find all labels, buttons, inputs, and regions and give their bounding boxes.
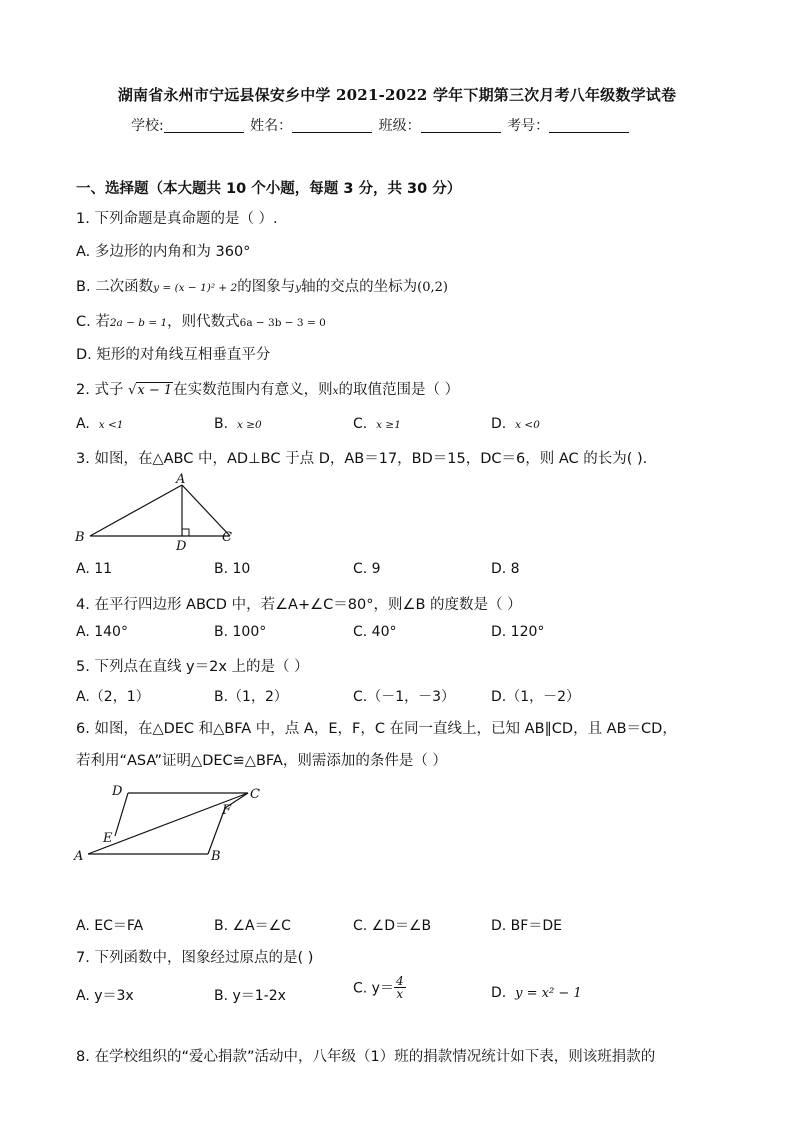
q6-label-a: A — [74, 849, 84, 864]
q1-c-prefix: C. 若 — [76, 314, 110, 330]
q6-label-d: D — [112, 784, 123, 799]
student-info-line — [131, 115, 631, 135]
q2-stem — [76, 378, 459, 399]
q7-c-fraction — [394, 975, 406, 1000]
q3-triangle-figure — [70, 470, 250, 550]
q6-label-c: C — [250, 787, 260, 802]
q2-d-label: D. — [491, 416, 507, 432]
q7-c-denominator: x — [396, 987, 404, 1001]
q1-option-b — [76, 275, 448, 296]
q2-prefix: 2. 式子 — [76, 382, 124, 398]
q3-option-d: D. 8 — [491, 561, 520, 577]
q5-option-b: B.（1，2） — [214, 689, 288, 705]
q4-stem: 4. 在平行四边形 ABCD 中，若∠A+∠C＝80°，则∠B 的度数是（ ） — [76, 597, 522, 613]
exam-number-blank — [549, 118, 629, 133]
class-blank — [421, 118, 501, 133]
q2-var: x — [332, 385, 339, 397]
q1-c-formula2: 6a − 3b − 3 = 0 — [239, 317, 326, 329]
q2-c-label: C. — [353, 416, 368, 432]
q6-stem-line1: 6. 如图，在△DEC 和△BFA 中，点 A，E，F，C 在同一直线上，已知 AB∥CD，且 AB＝CD， — [76, 721, 677, 737]
q6-option-c: C. ∠D＝∠B — [353, 918, 432, 934]
q3-right-angle-mark — [182, 529, 189, 536]
q1-option-c — [76, 310, 326, 331]
q1-option-d: D. 矩形的对角线互相垂直平分 — [76, 347, 271, 363]
q5-stem: 5. 下列点在直线 y＝2x 上的是（ ） — [76, 659, 309, 675]
name-label: 姓名： — [250, 118, 293, 134]
q6-label-b: B — [211, 849, 221, 864]
q2-radicand: x − 1 — [137, 383, 173, 398]
q2-d-value: x <0 — [515, 419, 540, 431]
q5-option-d: D.（1，－2） — [491, 689, 581, 705]
q2-sqrt: √x − 1 — [128, 383, 173, 398]
q3-option-a: A. 11 — [76, 561, 113, 577]
q5-option-a: A.（2，1） — [76, 689, 150, 705]
q3-segment-ab — [90, 485, 182, 536]
q1-b-formula: y = (x − 1)² + 2 — [153, 282, 238, 294]
q6-option-a: A. EC＝FA — [76, 918, 144, 934]
q5-option-c: C.（－1，－3） — [353, 689, 456, 705]
q1-c-mid: ，则代数式 — [167, 314, 240, 330]
q2-post: 的取值范围是（ ） — [338, 382, 460, 398]
q6-parallelogram-figure — [70, 778, 280, 868]
name-blank — [292, 118, 372, 133]
q3-label-a: A — [176, 472, 186, 487]
q6-segment-de — [115, 793, 128, 836]
q1-b-point: (0,2) — [417, 280, 448, 295]
q3-label-c: C — [222, 530, 232, 545]
school-blank — [164, 118, 244, 133]
q3-stem: 3. 如图，在△ABC 中，AD⊥BC 于点 D，AB＝17，BD＝15，DC＝6，则 AC 的长为( ). — [76, 451, 648, 467]
school-label: 学校: — [131, 118, 164, 134]
q7-stem: 7. 下列函数中，图象经过原点的是( ) — [76, 950, 314, 966]
q2-option-b — [214, 416, 262, 432]
q2-option-a — [76, 416, 123, 432]
q1-option-a: A. 多边形的内角和为 360° — [76, 244, 251, 260]
q7-c-prefix: C. y＝ — [353, 980, 394, 997]
q6-label-f: F — [222, 803, 232, 818]
q2-a-label: A. — [76, 416, 90, 432]
q6-label-e: E — [103, 831, 113, 846]
q7-d-formula: y = x² − 1 — [515, 986, 582, 1001]
q2-option-c — [353, 416, 401, 432]
q3-label-d: D — [176, 539, 187, 550]
q4-option-d: D. 120° — [491, 624, 545, 640]
q2-option-d — [491, 416, 540, 432]
q6-option-b: B. ∠A＝∠C — [214, 918, 291, 934]
q1-b-var: y — [295, 282, 302, 294]
section-title: 一、选择题（本大题共 10 个小题，每题 3 分，共 30 分） — [76, 181, 462, 197]
q1-b-mid: 的图象与 — [237, 279, 296, 295]
q2-b-label: B. — [214, 416, 229, 432]
q2-c-value: x ≥1 — [376, 419, 401, 431]
q3-label-b: B — [75, 530, 85, 545]
q7-c-numerator: 4 — [395, 974, 404, 988]
exam-number-label: 考号： — [507, 118, 550, 134]
q7-option-d — [491, 985, 582, 1001]
q1-b-post: 轴的交点的坐标为 — [301, 279, 418, 295]
q2-a-value: x <1 — [98, 419, 124, 431]
exam-title: 湖南省永州市宁远县保安乡中学 2021-2022 学年下期第三次月考八年级数学试卷 — [117, 86, 677, 104]
q7-d-label: D. — [491, 985, 507, 1001]
q3-option-b: B. 10 — [214, 561, 251, 577]
q6-option-d: D. BF＝DE — [491, 918, 562, 934]
q1-b-prefix: B. 二次函数 — [76, 279, 154, 295]
q6-stem-line2: 若利用“ASA”证明△DEC≌△BFA，则需添加的条件是（ ） — [76, 753, 447, 769]
q4-option-c: C. 40° — [353, 624, 397, 640]
q4-option-b: B. 100° — [214, 624, 267, 640]
q7-option-b: B. y＝1-2x — [214, 988, 286, 1004]
q2-b-value: x ≥0 — [236, 419, 262, 431]
q7-option-c — [353, 975, 406, 1000]
q2-mid: 在实数范围内有意义，则 — [173, 382, 333, 398]
q4-option-a: A. 140° — [76, 624, 128, 640]
q8-stem: 8. 在学校组织的“爱心捐款”活动中，八年级（1）班的捐款情况统计如下表，则该班捐款的 — [76, 1049, 656, 1065]
q1-c-formula1: 2a − b = 1 — [109, 317, 168, 329]
q3-option-c: C. 9 — [353, 561, 381, 577]
q7-option-a: A. y＝3x — [76, 988, 134, 1004]
q3-segment-ac — [182, 485, 230, 536]
class-label: 班级： — [378, 118, 421, 134]
q1-stem: 1. 下列命题是真命题的是（ ）. — [76, 211, 278, 227]
